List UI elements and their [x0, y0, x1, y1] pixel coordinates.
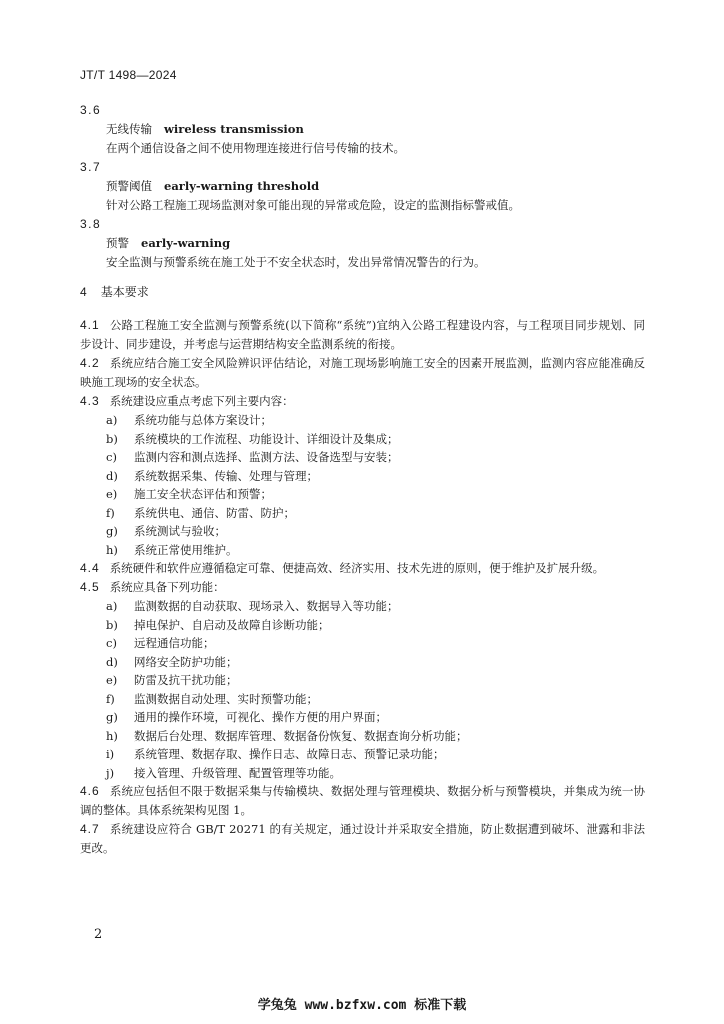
- page-number: 2: [94, 927, 103, 942]
- list-label: h): [106, 542, 118, 557]
- list-text: 系统管理、数据存取、操作日志、故障日志、预警记录功能；: [134, 747, 445, 761]
- clause-number: 4.3: [80, 394, 100, 408]
- list-text: 监测数据自动处理、实时预警功能；: [134, 691, 318, 706]
- list-label: c): [106, 450, 117, 464]
- list-text: 远程通信功能；: [134, 636, 215, 650]
- list-item: [80, 448, 645, 467]
- clause-4-6: [80, 782, 645, 820]
- clause-4-3: [80, 392, 645, 559]
- clause-4-4: [80, 559, 645, 578]
- list-label: b): [106, 431, 118, 446]
- term-english: early-warning threshold: [164, 179, 320, 193]
- standard-code-header: JT/T 1498—2024: [80, 68, 177, 82]
- clause-text: 公路工程施工安全监测与预警系统(以下简称“系统”)宜纳入公路工程建设内容，与工程项目同步规划、同步设计、同步建设，并考虑与运营期结构安全监测系统的衔接。: [80, 318, 645, 351]
- clause-intro: [80, 392, 645, 411]
- list-item: [80, 690, 645, 709]
- clause-4-1: [80, 316, 645, 354]
- term-3-6: [80, 101, 645, 158]
- list-item: [80, 708, 645, 727]
- list-item: [80, 504, 645, 523]
- list-label: f): [106, 505, 115, 520]
- list-label: a): [106, 599, 118, 613]
- list-text: 系统模块的工作流程、功能设计、详细设计及集成；: [134, 431, 399, 446]
- term-3-7: [80, 158, 645, 215]
- list-label: d): [106, 468, 118, 483]
- list-text: 网络安全防护功能；: [134, 654, 238, 669]
- term-number: 3.8: [80, 217, 102, 231]
- list-item: [80, 671, 645, 690]
- list-item: [80, 653, 645, 672]
- list-label: h): [106, 728, 118, 743]
- list-text: 系统供电、通信、防雷、防护；: [134, 505, 295, 520]
- list-text: 监测内容和测点选择、监测方法、设备选型与安装；: [134, 450, 399, 464]
- term-number: 3.7: [80, 160, 102, 174]
- list-item: [80, 485, 645, 504]
- list-label: c): [106, 636, 117, 650]
- clause-text: 系统建设应重点考虑下列主要内容：: [109, 394, 294, 408]
- list-item: [80, 727, 645, 746]
- list-item: [80, 411, 645, 430]
- watermark-footer: 学兔兔 www.bzfxw.com 标准下载: [257, 998, 467, 1013]
- term-definition: 安全监测与预警系统在施工处于不安全状态时，发出异常情况警告的行为。: [106, 255, 486, 269]
- document-body: [80, 101, 645, 858]
- list-label: g): [106, 524, 118, 538]
- list-text: 系统数据采集、传输、处理与管理；: [134, 468, 318, 483]
- list-text: 通用的操作环境，可视化、操作方便的用户界面；: [134, 710, 387, 724]
- list-label: j): [106, 765, 115, 780]
- term-number: 3.6: [80, 103, 102, 117]
- list-item: [80, 541, 645, 560]
- list-label: e): [106, 487, 118, 501]
- list-item: [80, 634, 645, 653]
- clause-intro: [80, 578, 645, 597]
- section-heading: [80, 283, 645, 302]
- clause-text: 系统应具备下列功能：: [109, 580, 225, 594]
- clause-text: 系统应结合施工安全风险辨识评估结论，对施工现场影响施工安全的因素开展监测，监测内容应能准确反映施工现场的安全状态。: [80, 356, 645, 389]
- section-number: 4: [80, 285, 87, 299]
- list-text: 施工安全状态评估和预警；: [134, 487, 272, 501]
- term-chinese: 预警: [106, 236, 129, 250]
- list-text: 防雷及抗干扰功能；: [134, 673, 238, 687]
- clause-number: 4.2: [80, 356, 100, 370]
- clause-4-7: [80, 820, 645, 858]
- list-text: 系统测试与验收；: [134, 524, 226, 538]
- clause-4-5: [80, 578, 645, 782]
- list-label: d): [106, 654, 118, 669]
- clause-text: 系统应包括但不限于数据采集与传输模块、数据处理与管理模块、数据分析与预警模块，并集成为统一协调的整体。具体系统架构见图 1。: [80, 784, 645, 817]
- list-label: e): [106, 673, 118, 687]
- list-text: 接入管理、升级管理、配置管理等功能。: [134, 765, 341, 780]
- clause-number: 4.6: [80, 784, 100, 798]
- list-item: [80, 467, 645, 486]
- clause-text: 系统硬件和软件应遵循稳定可靠、便捷高效、经济实用、技术先进的原则，便于维护及扩展升级。: [109, 561, 605, 575]
- term-heading: [80, 234, 645, 253]
- list-text: 系统正常使用维护。: [134, 542, 238, 557]
- list-item: [80, 430, 645, 449]
- clause-text: 系统建设应符合 GB/T 20271 的有关规定，通过设计并采取安全措施，防止数据遭到破坏、泄露和非法更改。: [80, 822, 645, 855]
- list-label: b): [106, 617, 118, 632]
- clause-number: 4.4: [80, 561, 100, 575]
- list-text: 系统功能与总体方案设计；: [134, 413, 272, 427]
- list-text: 数据后台处理、数据库管理、数据备份恢复、数据查询分析功能；: [134, 728, 468, 743]
- list-text: 监测数据的自动获取、现场录入、数据导入等功能；: [134, 599, 399, 613]
- term-chinese: 无线传输: [106, 122, 152, 136]
- clause-4-2: [80, 354, 645, 392]
- term-definition: 在两个通信设备之间不使用物理连接进行信号传输的技术。: [106, 141, 405, 155]
- list-item: [80, 597, 645, 616]
- term-english: wireless transmission: [164, 122, 304, 136]
- clause-number: 4.7: [80, 822, 100, 836]
- list-item: [80, 522, 645, 541]
- list-item: [80, 616, 645, 635]
- clause-number: 4.5: [80, 580, 100, 594]
- list-label: a): [106, 413, 118, 427]
- term-english: early-warning: [141, 236, 231, 250]
- list-label: f): [106, 691, 115, 706]
- list-item: [80, 745, 645, 764]
- term-3-8: [80, 215, 645, 272]
- term-heading: [80, 120, 645, 139]
- term-heading: [80, 177, 645, 196]
- clause-number: 4.1: [80, 318, 100, 332]
- list-label: g): [106, 710, 118, 724]
- term-chinese: 预警阈值: [106, 179, 152, 193]
- list-text: 掉电保护、自启动及故障自诊断功能；: [134, 617, 330, 632]
- list-label: i): [106, 747, 115, 761]
- list-item: [80, 764, 645, 783]
- section-title: 基本要求: [100, 285, 149, 299]
- term-definition: 针对公路工程施工现场监测对象可能出现的异常或危险，设定的监测指标警戒值。: [106, 198, 520, 212]
